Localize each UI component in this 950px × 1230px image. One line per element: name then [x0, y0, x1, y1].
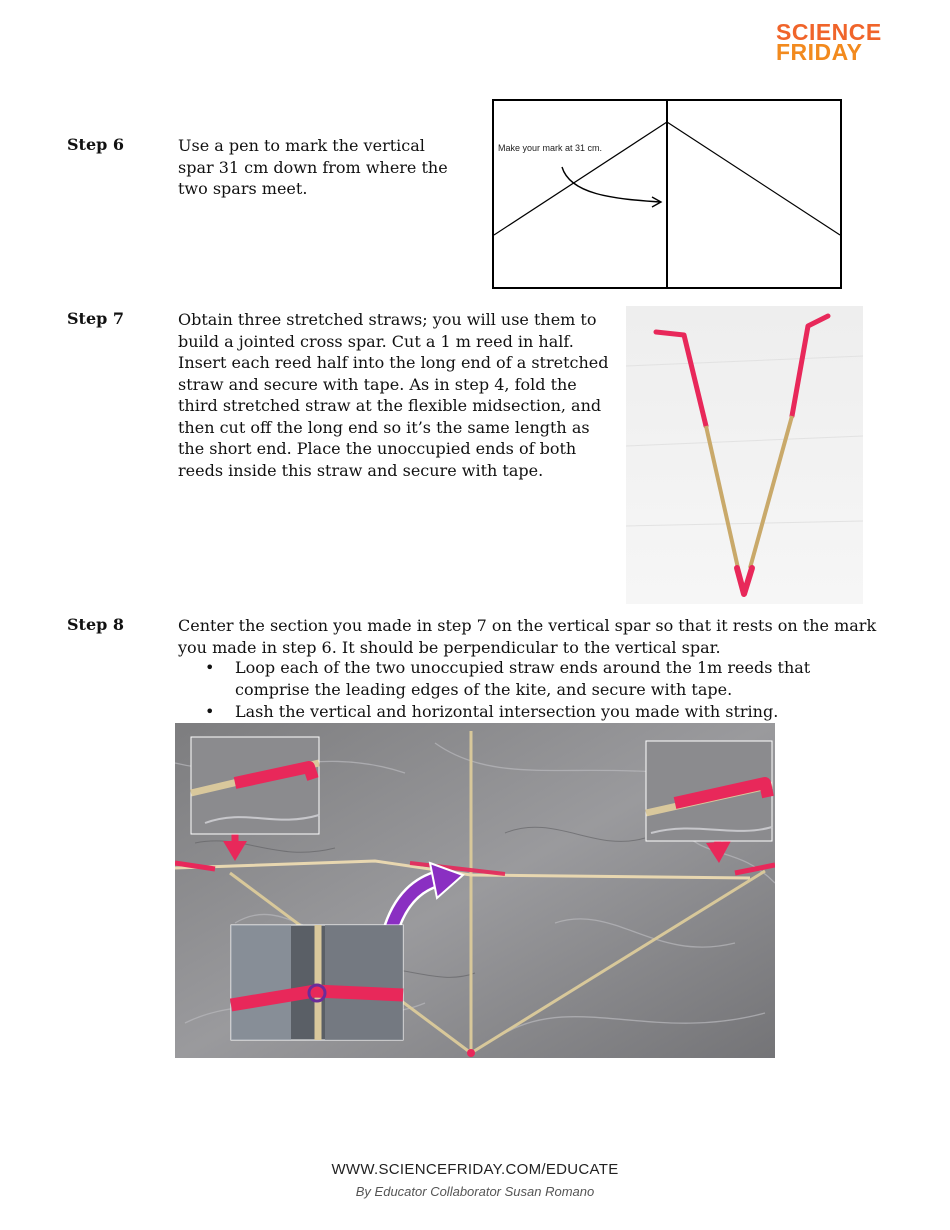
- science-friday-logo: [776, 19, 896, 65]
- step-7-text: Obtain three stretched straws; you will use them to build a jointed cross spar. Cut a 1 m reed in half. Insert each reed half into the long end of a stretched straw and secure with tape. As in step 4, fold the third stretched straw at the flexible midsection, and then cut off the long end so it’s the same length as the short end. Place the unoccupied ends of both reeds inside this straw and secure with tape.: [178, 310, 609, 480]
- diagram-annotation: Make your mark at 31 cm.: [498, 143, 603, 153]
- bullet-dot: •: [205, 702, 215, 721]
- step-7-label: Step 7: [67, 309, 125, 328]
- step-8-label: Step 8: [67, 615, 125, 634]
- footer-credit: By Educator Collaborator Susan Romano: [355, 1184, 595, 1199]
- bullet-item: [205, 657, 885, 700]
- logo-line-2: FRIDAY: [776, 39, 863, 65]
- step-8-photo: [175, 723, 775, 1058]
- step-8-bullets: [205, 657, 885, 724]
- bullet-text-1: Loop each of the two unoccupied straw ends around the 1m reeds that comprise the leading edges of the kite, and secure with tape.: [235, 658, 811, 699]
- bullet-item: [205, 701, 885, 723]
- footer-url[interactable]: WWW.SCIENCEFRIDAY.COM/EDUCATE: [331, 1161, 619, 1178]
- step-6-label: Step 6: [67, 135, 125, 154]
- step-8-text: Center the section you made in step 7 on the vertical spar so that it rests on the mark you made in step 6. It should be perpendicular to the vertical spar.: [178, 616, 877, 657]
- bullet-text-2: Lash the vertical and horizontal intersection you made with string.: [235, 702, 779, 721]
- bullet-dot: •: [205, 658, 215, 677]
- step-6-diagram: [492, 99, 842, 289]
- step-7-photo: [626, 306, 863, 604]
- logo-line-1: SCIENCE: [776, 19, 882, 45]
- step-6-text: Use a pen to mark the vertical spar 31 cm down from where the two spars meet.: [178, 136, 448, 198]
